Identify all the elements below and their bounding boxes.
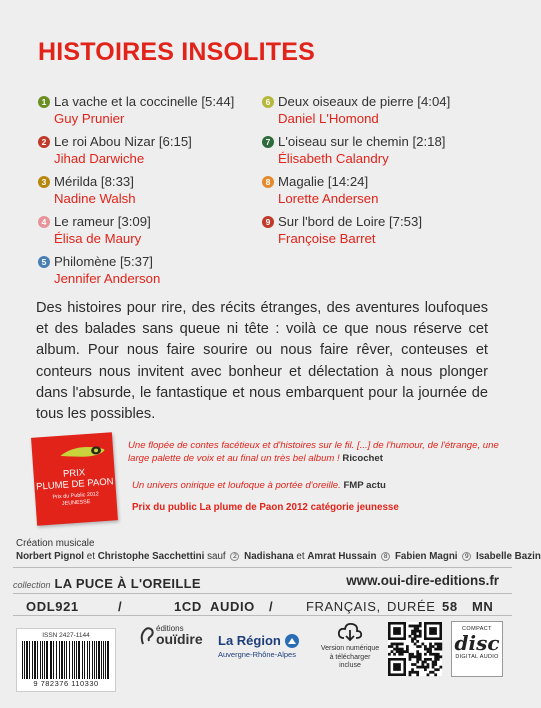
- credit-conj: et: [86, 551, 95, 562]
- track-title: La vache et la coccinelle [5:44]: [54, 94, 235, 109]
- compact-disc-logo: [451, 621, 503, 677]
- duration-value: 58: [442, 599, 458, 614]
- track-badge: 2: [230, 552, 239, 561]
- collection-name: LA PUCE À L'OREILLE: [54, 576, 201, 591]
- track-number: 8: [262, 176, 274, 188]
- track-title-line: [262, 94, 492, 110]
- cd-logo-main: disc: [454, 631, 500, 655]
- credit-name: Fabien Magni: [394, 551, 458, 562]
- website-link[interactable]: www.oui-dire-editions.fr: [346, 573, 499, 588]
- feather-icon: [56, 441, 109, 463]
- credit-name: Isabelle Bazin: [476, 551, 541, 562]
- credits-label: Création musicale: [16, 538, 95, 549]
- prize-sticker: [31, 432, 118, 525]
- track-title-line: [262, 174, 492, 190]
- duration-label: DURÉE: [387, 599, 436, 614]
- cd-logo-top: COMPACT: [462, 626, 492, 632]
- track-item: [38, 254, 268, 287]
- credits-line: [16, 550, 541, 563]
- editions-logo: [140, 624, 202, 647]
- track-number: 3: [38, 176, 50, 188]
- prize-line3: Prix du Public 2012: [52, 491, 100, 501]
- track-badge: 8: [381, 552, 390, 561]
- download-text: Version numérique à télécharger incluse: [320, 645, 380, 669]
- credit-conj: sauf: [207, 551, 226, 562]
- duration-unit: MN: [472, 599, 494, 614]
- credit-name: Amrat Hussain: [307, 551, 377, 562]
- track-item: [38, 174, 268, 207]
- track-author: Nadine Walsh: [54, 191, 136, 206]
- track-author: Jennifer Anderson: [54, 271, 161, 286]
- track-author: Élisabeth Calandry: [278, 151, 389, 166]
- track-title: Sur l'bord de Loire [7:53]: [278, 214, 423, 229]
- track-badge: 9: [462, 552, 471, 561]
- catalog-code: ODL921: [26, 599, 79, 614]
- divider: [13, 567, 512, 568]
- track-title: Le roi Abou Nizar [6:15]: [54, 134, 192, 149]
- track-title: L'oiseau sur le chemin [2:18]: [278, 134, 446, 149]
- track-title-line: [262, 214, 492, 230]
- credit-conj: et: [296, 551, 305, 562]
- track-item: [38, 134, 268, 167]
- language: FRANÇAIS,: [306, 599, 381, 614]
- region-logo: [218, 633, 310, 659]
- separator: /: [118, 599, 123, 614]
- track-item: [38, 214, 268, 247]
- track-title-line: [38, 254, 268, 270]
- barcode-bars: [20, 641, 112, 679]
- editions-small: éditions: [156, 624, 184, 633]
- track-title: Philomène [5:37]: [54, 254, 153, 269]
- track-author: Françoise Barret: [278, 231, 376, 246]
- separator: /: [269, 599, 274, 614]
- barcode: [16, 628, 116, 692]
- track-item: [262, 214, 492, 247]
- album-description: Des histoires pour rire, des récits étranges, des aventures loufoques et des balades sans queue ni tête : voilà ce que nous réserve cet album. Pour nous faire sourire ou nous faire rêver, conteuses et conteurs nous invitent avec bonheur et délectation à nous plonger dans l'absurde, le fantastique et nous embarquent pour la journée de tous les possibles.: [36, 300, 488, 423]
- track-item: [262, 174, 492, 207]
- quote-text: Une flopée de contes facétieux et d'histoires sur le fil. [...] de l'humour, de l'étrange, une large palette de voix et au final un très bel album !: [128, 440, 499, 464]
- track-title-line: [38, 134, 268, 150]
- track-title-line: [38, 214, 268, 230]
- cloud-download-icon: [337, 622, 363, 642]
- album-title: HISTOIRES INSOLITES: [38, 38, 315, 66]
- track-number: 9: [262, 216, 274, 228]
- region-subtitle: Auvergne-Rhône-Alpes: [218, 650, 296, 659]
- prize-line2: PLUME DE PAON: [35, 476, 114, 493]
- cd-logo-bottom: DIGITAL AUDIO: [455, 654, 499, 660]
- quote-text: Un univers onirique et loufoque à portée d'oreille.: [132, 480, 341, 491]
- prize-line4: JEUNESSE: [61, 498, 91, 507]
- track-item: [262, 94, 492, 127]
- prize-caption: Prix du public La plume de Paon 2012 catégorie jeunesse: [132, 502, 399, 513]
- track-number: 1: [38, 96, 50, 108]
- track-author: Daniel L'Homond: [278, 111, 379, 126]
- track-title: Mérilda [8:33]: [54, 174, 134, 189]
- track-number: 5: [38, 256, 50, 268]
- track-title-line: [262, 134, 492, 150]
- review-quote-1: [128, 440, 506, 465]
- qr-code[interactable]: [388, 622, 442, 676]
- track-author: Jihad Darwiche: [54, 151, 145, 166]
- issn-number: ISSN 2427-1144: [42, 632, 90, 639]
- download-info: [318, 622, 382, 671]
- track-number: 7: [262, 136, 274, 148]
- credit-name: Nadishana: [244, 551, 294, 562]
- quote-source: Ricochet: [342, 452, 383, 464]
- track-title-line: [38, 174, 268, 190]
- collection-label: collection: [13, 580, 51, 590]
- prize-line1: PRIX: [62, 467, 86, 480]
- editions-big: ouïdire: [156, 631, 203, 647]
- track-author: Élisa de Maury: [54, 231, 142, 246]
- track-item: [38, 94, 268, 127]
- region-title: La Région: [218, 633, 281, 648]
- credit-name: Norbert Pignol: [16, 551, 85, 562]
- track-author: Guy Prunier: [54, 111, 125, 126]
- divider: [13, 593, 512, 594]
- media-type: AUDIO: [210, 599, 255, 614]
- quote-source: FMP actu: [343, 480, 386, 491]
- track-number: 2: [38, 136, 50, 148]
- track-title: Le rameur [3:09]: [54, 214, 151, 229]
- track-number: 4: [38, 216, 50, 228]
- ear-icon: [140, 626, 154, 646]
- divider: [13, 615, 512, 616]
- track-title: Magalie [14:24]: [278, 174, 369, 189]
- track-title: Deux oiseaux de pierre [4:04]: [278, 94, 451, 109]
- region-emblem-icon: [285, 634, 299, 648]
- collection-line: [13, 576, 201, 591]
- track-number: 6: [262, 96, 274, 108]
- cd-count: 1CD: [174, 599, 202, 614]
- ean-number: 9 782376 110330: [33, 679, 99, 688]
- prize-subtext: [35, 490, 117, 509]
- track-title-line: [38, 94, 268, 110]
- track-item: [262, 134, 492, 167]
- credit-name: Christophe Sacchettini: [97, 551, 205, 562]
- review-quote-2: [132, 480, 502, 493]
- prize-text: [33, 465, 115, 493]
- track-author: Lorette Andersen: [278, 191, 379, 206]
